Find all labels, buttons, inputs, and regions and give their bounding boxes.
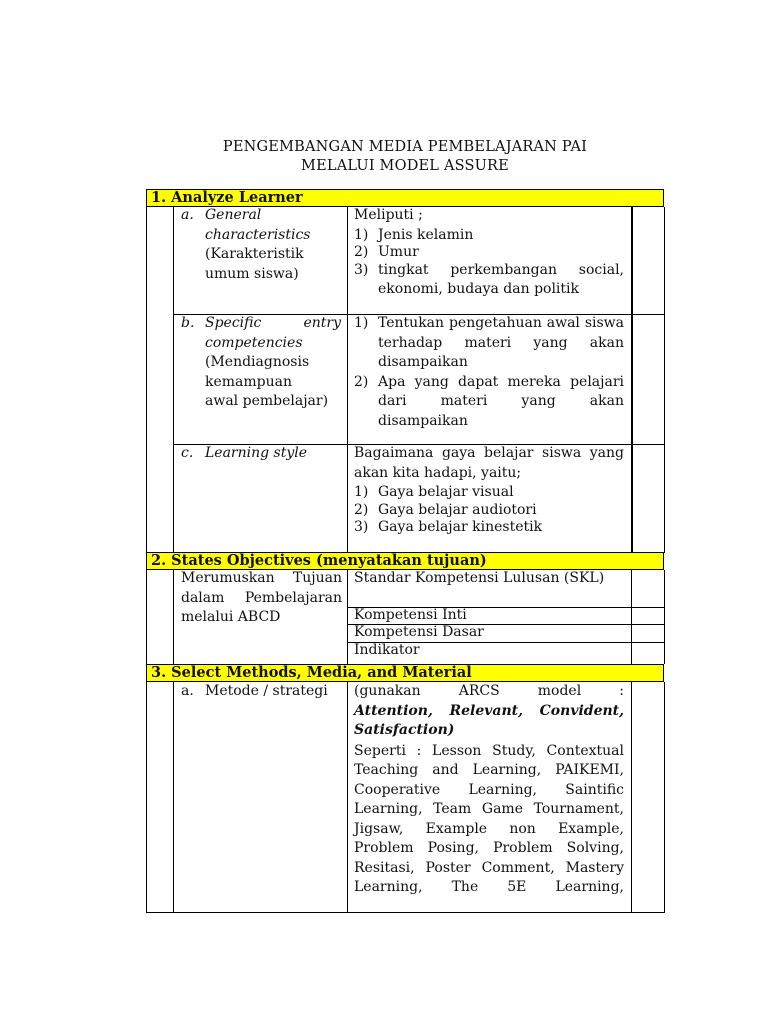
grid-line <box>664 682 665 913</box>
methods-list-text: Seperti : Lesson Study, Contextual Teaching and Learning, PAIKEMI, Cooperative Learning, Saintific Learning, Team Game Tournament, Jigsaw, Example non Example, Problem Posing, Problem Solving, Resitasi, Poster Comment, Mastery Learning, The 5E Learning, <box>354 742 624 895</box>
grid-line <box>664 570 665 664</box>
competencies-list <box>354 314 624 431</box>
characteristics-list <box>354 227 624 299</box>
grid-line <box>173 570 174 664</box>
learning-style-content <box>354 444 624 537</box>
grid-line <box>173 682 174 913</box>
grid-line <box>631 207 633 553</box>
section-header-analyze-learner: 1. Analyze Learner <box>146 189 664 207</box>
list-item: 3) tingkat perkembangan social, ekonomi, budaya dan politik <box>354 261 624 297</box>
learning-style-label: c. Learning style <box>181 445 308 461</box>
grid-line <box>347 682 348 913</box>
grid-line <box>347 570 348 664</box>
content-intro: Bagaimana gaya belajar siswa yang akan kita hadapi, yaitu; <box>354 445 624 481</box>
objective-row-indikator: Indikator <box>354 642 420 658</box>
title-line-1: PENGEMBANGAN MEDIA PEMBELAJARAN PAI <box>222 139 588 155</box>
objective-row-kompetensi-dasar: Kompetensi Dasar <box>354 624 484 640</box>
specific-entry-competencies-label: b. Specific entry competencies (Mendiagnosis kemampuan awal pembelajar) <box>181 315 341 409</box>
learning-style-list <box>354 484 624 537</box>
list-item: 1) Jenis kelamin <box>354 226 474 243</box>
objectives-description: Merumuskan Tujuan dalam Pembelajaran melalui ABCD <box>181 570 342 625</box>
grid-line <box>347 207 348 553</box>
list-item: 1) Gaya belajar visual <box>354 484 514 500</box>
content-intro: Meliputi ; <box>354 207 423 223</box>
grid-line <box>146 207 147 553</box>
grid-line <box>631 570 632 664</box>
table-bottom-border <box>146 912 665 913</box>
objective-row-skl: Standar Kompetensi Lulusan (SKL) <box>354 570 605 586</box>
arcs-terms: Attention, Relevant, Convident, Satisfaction) <box>354 702 624 738</box>
document-title <box>146 138 664 176</box>
grid-line <box>146 682 147 913</box>
grid-line <box>664 207 665 553</box>
list-item: 2) Gaya belajar audiotori <box>354 501 537 518</box>
grid-line <box>173 207 174 553</box>
specific-entry-competencies-content <box>354 314 624 431</box>
grid-line <box>146 570 147 664</box>
section-header-select-methods: 3. Select Methods, Media, and Material <box>146 664 664 682</box>
methods-strategy-content <box>354 682 624 898</box>
list-item: 2) Umur <box>354 243 419 260</box>
section-header-states-objectives: 2. States Objectives (menyatakan tujuan) <box>146 552 664 570</box>
arcs-intro: (gunakan ARCS model : <box>354 683 624 699</box>
grid-line <box>631 682 632 913</box>
methods-strategy-label: a. Metode / strategi <box>181 683 328 699</box>
title-line-2: MELALUI MODEL ASSURE <box>301 158 509 174</box>
general-characteristics-label: a. General characteristics (Karakteristik umum siswa) <box>181 207 311 282</box>
list-item: 3) Gaya belajar kinestetik <box>354 519 543 535</box>
list-item: 2) Apa yang dapat mereka pelajari dari materi yang akan disampaikan <box>354 373 624 429</box>
list-item: 1) Tentukan pengetahuan awal siswa terhadap materi yang akan disampaikan <box>354 315 624 370</box>
general-characteristics-content <box>354 206 624 299</box>
objective-row-kompetensi-inti: Kompetensi Inti <box>354 607 467 623</box>
